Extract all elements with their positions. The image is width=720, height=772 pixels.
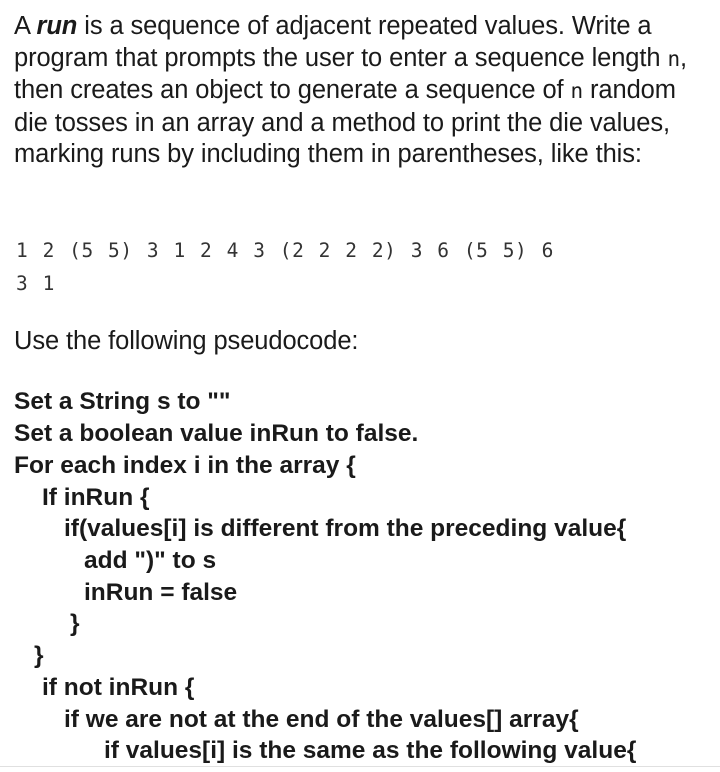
variable-n: n — [667, 46, 680, 71]
bottom-divider — [0, 766, 720, 767]
pseudocode-line: } — [34, 642, 44, 669]
run-term: run — [36, 12, 78, 40]
pseudocode-line: if we are not at the end of the values[] array{ — [64, 706, 579, 733]
pseudocode-line: For each index i in the array { — [14, 452, 356, 479]
intro-text-1: A — [14, 12, 37, 40]
intro-paragraph — [14, 11, 709, 171]
pseudocode-line: add ")" to s — [84, 547, 217, 574]
pseudocode-line: if values[i] is the same as the following value{ — [104, 737, 637, 764]
example-output — [16, 234, 706, 300]
intro-text-2: is a sequence of adjacent repeated values. Write a program that prompts the user to enter a sequence length — [14, 12, 668, 72]
pseudocode-line: inRun = false — [84, 579, 238, 606]
variable-n: n — [570, 79, 584, 103]
pseudocode-lead: Use the following pseudocode: — [14, 327, 359, 355]
example-line-2: 3 1 — [16, 272, 55, 295]
pseudocode-line: } — [70, 610, 80, 637]
example-line-1: 1 2 (5 5) 3 1 2 4 3 (2 2 2 2) 3 6 (5 5) 6 — [16, 239, 554, 262]
pseudocode-line: if(values[i] is different from the preceding value{ — [64, 515, 627, 542]
pseudocode-line: if not inRun { — [42, 674, 195, 701]
pseudocode-line: Set a boolean value inRun to false. — [14, 420, 419, 447]
pseudocode-line: If inRun { — [42, 484, 150, 511]
intro-text-4: random die tosses in an array and a method to print the die values, marking runs by including them in parentheses, like this: — [14, 76, 676, 168]
pseudocode-line: Set a String s to "" — [14, 388, 231, 415]
intro-text-3: , then creates an object to generate a sequence of — [14, 43, 687, 104]
